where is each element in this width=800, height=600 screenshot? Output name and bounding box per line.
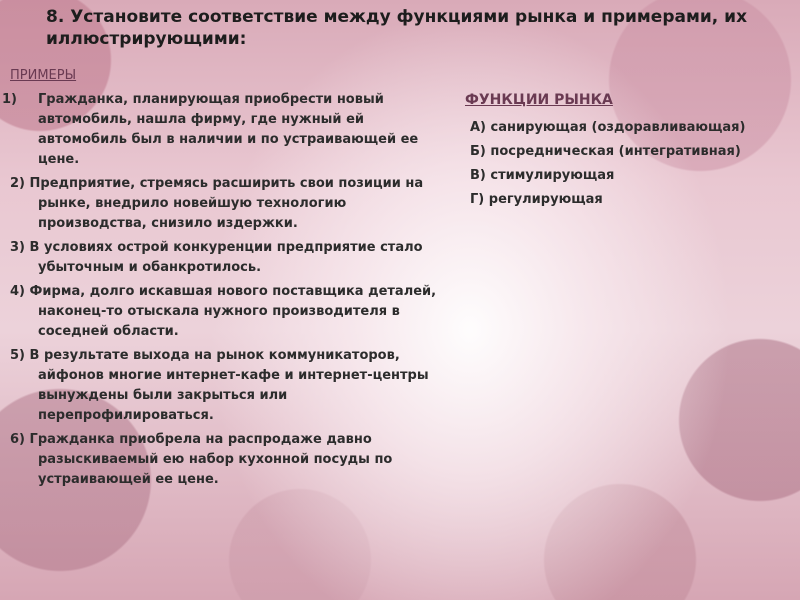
examples-list <box>2 90 442 494</box>
example-item <box>2 282 442 342</box>
function-item <box>470 142 790 162</box>
example-text: Гражданка приобрела на распродаже давно разыскиваемый ею набор кухонной посуды по устраивающей ее цене. <box>29 432 393 487</box>
example-number: 6) <box>10 432 25 447</box>
example-item <box>2 346 442 426</box>
example-text: Гражданка, планирующая приобрести новый автомобиль, нашла фирму, где нужный ей автомобиль был в наличии и по устраивающей ее цене. <box>38 92 419 167</box>
example-number: 2) <box>10 176 25 191</box>
example-item <box>2 238 442 278</box>
function-letter: В) <box>470 168 486 183</box>
example-item <box>2 430 442 490</box>
function-letter: А) <box>470 120 487 135</box>
example-text: Фирма, долго искавшая нового поставщика деталей, наконец-то отыскала нужного производителя в соседней области. <box>29 284 437 339</box>
function-item <box>470 166 790 186</box>
function-text: санирующая (оздоравливающая) <box>490 120 746 135</box>
function-letter: Б) <box>470 144 486 159</box>
example-item <box>2 174 442 234</box>
example-number: 1) <box>2 92 17 107</box>
examples-heading: ПРИМЕРЫ <box>10 68 77 83</box>
function-text: посредническая (интегративная) <box>490 144 741 159</box>
functions-heading: ФУНКЦИИ РЫНКА <box>465 92 613 108</box>
example-number: 3) <box>10 240 25 255</box>
function-item <box>470 190 790 210</box>
example-text: Предприятие, стремясь расширить свои позиции на рынке, внедрило новейшую технологию производства, снизило издержки. <box>29 176 424 231</box>
example-text: В условиях острой конкуренции предприятие стало убыточным и обанкротилось. <box>29 240 423 275</box>
function-text: стимулирующая <box>490 168 615 183</box>
example-number: 4) <box>10 284 25 299</box>
function-text: регулирующая <box>488 192 603 207</box>
example-text: В результате выхода на рынок коммуникаторов, айфонов многие интернет-кафе и интернет-центры вынуждены были закрыться или перепрофилироваться. <box>29 348 429 423</box>
example-item <box>2 90 442 170</box>
function-item <box>470 118 790 138</box>
functions-list <box>470 118 790 214</box>
task-title: 8. Установите соответствие между функциями рынка и примерами, их иллюстрирующими: <box>46 7 748 49</box>
function-letter: Г) <box>470 192 485 207</box>
example-number: 5) <box>10 348 25 363</box>
